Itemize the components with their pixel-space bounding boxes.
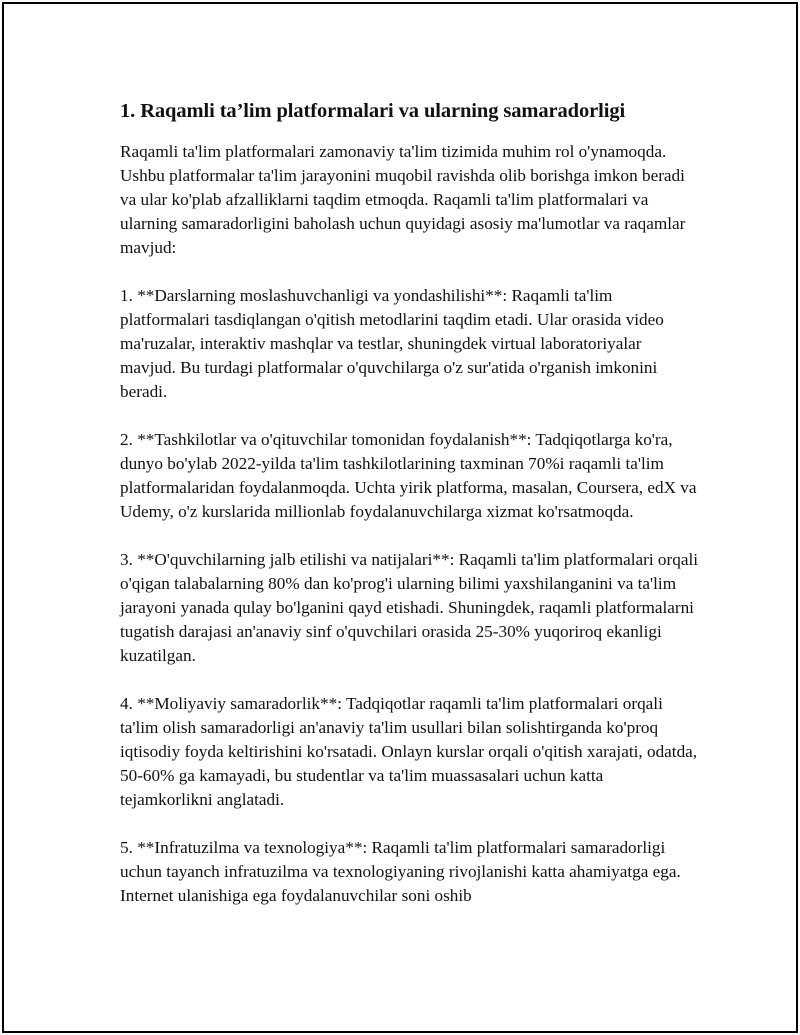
paragraph-infrastructure: 5. **Infratuzilma va texnologiya**: Raqamli ta'lim platformalari samaradorligi uchun tayanch infratuzilma va texnologiyaning rivojlanishi katta ahamiyatga ega. Internet ulanishiga ega foydalanuvchilar soni oshib — [120, 838, 681, 905]
intro-paragraph: Raqamli ta'lim platformalari zamonaviy ta'lim tizimida muhim rol o'ynamoqda. Ushbu platformalar ta'lim jarayonini muqobil ravishda olib borishga imkon beradi va ular ko'plab afzalliklarni taqdim etmoqda. Raqamli ta'lim platformalari va ularning samaradorligini baholash uchun quyidagi asosiy ma'lumotlar va raqamlar mavjud: — [120, 142, 686, 257]
paragraph-financial: 4. **Moliyaviy samaradorlik**: Tadqiqotlar raqamli ta'lim platformalari orqali ta'lim olish samaradorligi an'anaviy ta'lim usullari bilan solishtirganda ko'proq iqtisodiy foyda keltirishini ko'rsatadi. Onlayn kurslar orqali o'qitish xarajati, odatda, 50-60% ga kamayadi, bu studentlar va ta'lim muassasalari uchun katta tejamkorlikni anglatadi. — [120, 694, 698, 809]
paragraph-flexibility: 1. **Darslarning moslashuvchanligi va yondashilishi**: Raqamli ta'lim platformalari tasdiqlangan o'qitish metodlarini taqdim etadi. Ular orasida video ma'ruzalar, interaktiv mashqlar va testlar, shuningdek virtual laboratoriyalar mavjud. Bu turdagi platformalar o'quvchilarga o'z sur'atida o'rganish imkonini beradi. — [120, 286, 664, 401]
paragraph-usage: 2. **Tashkilotlar va o'qituvchilar tomonidan foydalanish**: Tadqiqotlarga ko'ra, dunyo bo'ylab 2022-yilda ta'lim tashkilotlarining taxminan 70%i raqamli ta'lim platformalaridan foydalanmoqda. Uchta yirik platforma, masalan, Coursera, edX va Udemy, o'z kurslarida millionlab foydalanuvchilarga xizmat ko'rsatmoqda. — [120, 430, 697, 521]
paragraph-engagement: 3. **O'quvchilarning jalb etilishi va natijalari**: Raqamli ta'lim platformalari orqali o'qigan talabalarning 80% dan ko'prog'i ularning bilimi yaxshilanganini va ta'lim jarayoni yanada qulay bo'lganini qayd etishadi. Shuningdek, raqamli platformalarni tugatish darajasi an'anaviy sinf o'quvchilari orasida 25-30% yuqoriroq ekanligi kuzatilgan. — [120, 550, 699, 665]
document-body — [120, 96, 700, 932]
section-heading: 1. Raqamli ta’lim platformalari va ularning samaradorligi — [120, 100, 626, 122]
document-page — [2, 2, 798, 1033]
